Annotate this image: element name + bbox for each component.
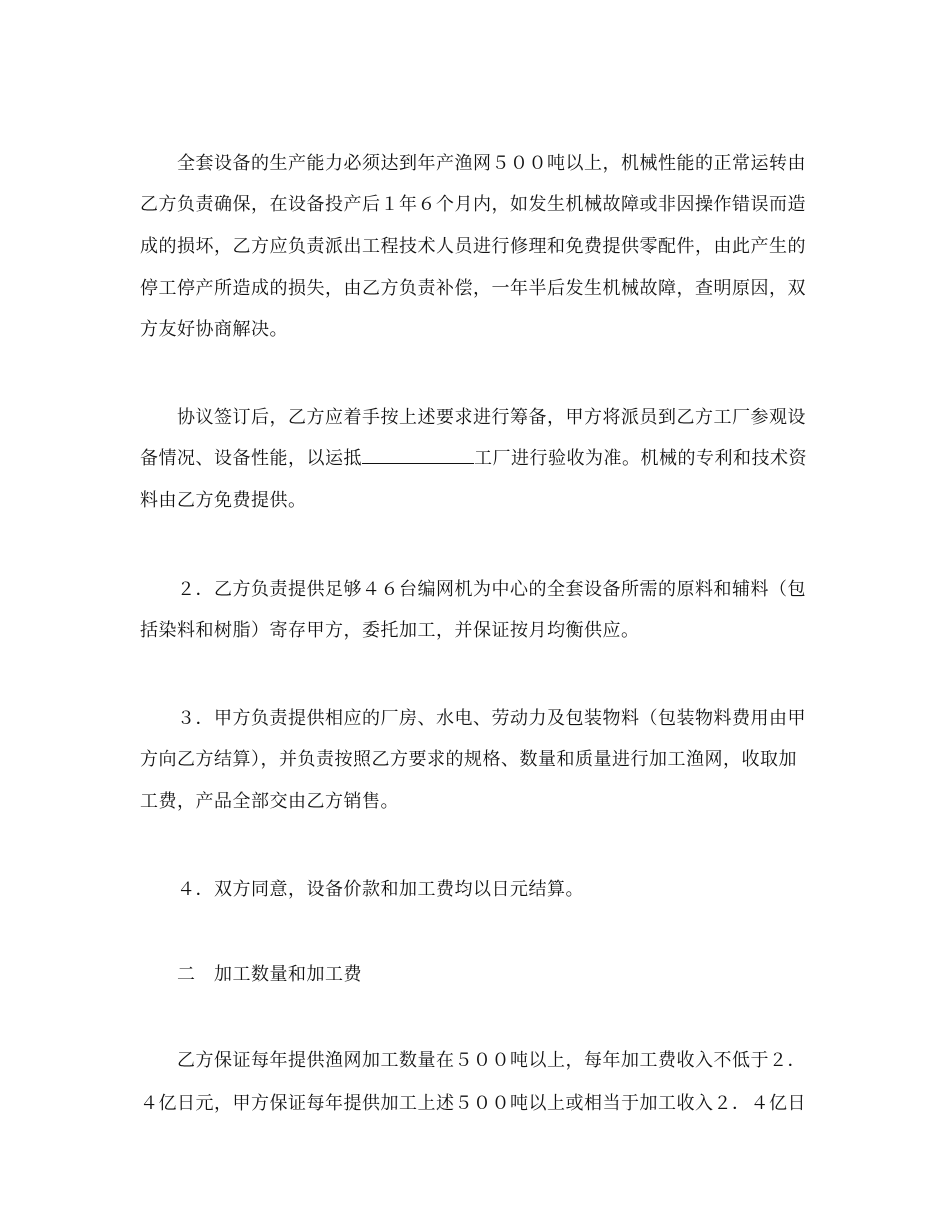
paragraph-2-line-1: 协议签订后，乙方应着手按上述要求进行筹备，甲方将派员到乙方工厂参观设 (140, 407, 806, 428)
paragraph-2-line-2-before: 备情况、设备性能，以运抵 (140, 448, 362, 469)
item-3-line-2: 方向乙方结算），并负责按照乙方要求的规格、数量和质量进行加工渔网，收取加 (140, 749, 797, 770)
fill-in-blank (362, 447, 474, 464)
paragraph-2-line-3: 料由乙方免费提供。 (140, 490, 307, 511)
section-2-heading: 二 加工数量和加工费 (140, 964, 362, 985)
paragraph-1-line-5: 方友好协商解决。 (140, 319, 288, 340)
paragraph-2-line-2 (140, 447, 830, 471)
paragraph-1-line-3: 成的损坏，乙方应负责派出工程技术人员进行修理和免费提供零配件，由此产生的 (140, 236, 806, 257)
paragraph-1-line-1: 全套设备的生产能力必须达到年产渔网５００吨以上，机械性能的正常运转由 (140, 153, 806, 174)
item-2-line-2: 括染料和树脂）寄存甲方，委托加工，并保证按月均衡供应。 (140, 620, 640, 641)
paragraph-2-line-2-after: 工厂进行验收为准。机械的专利和技术资 (474, 448, 807, 469)
item-2-line-1: ２．乙方负责提供足够４６台编网机为中心的全套设备所需的原料和辅料（包 (140, 579, 806, 600)
last-paragraph-line-1: 乙方保证每年提供渔网加工数量在５００吨以上，每年加工费收入不低于２． (140, 1050, 806, 1071)
item-3-line-3: 工费，产品全部交由乙方销售。 (140, 791, 399, 812)
paragraph-1-line-2: 乙方负责确保，在设备投产后１年６个月内，如发生机械故障或非因操作错误而造 (140, 194, 806, 215)
last-paragraph-line-2: ４亿日元，甲方保证每年提供加工上述５００吨以上或相当于加工收入２．４亿日 (140, 1093, 806, 1114)
item-3-line-1: ３．甲方负责提供相应的厂房、水电、劳动力及包装物料（包装物料费用由甲 (140, 708, 806, 729)
item-4-line: ４．双方同意，设备价款和加工费均以日元结算。 (140, 879, 584, 900)
paragraph-1-line-4: 停工停产所造成的损失，由乙方负责补偿，一年半后发生机械故障，查明原因，双 (140, 278, 806, 299)
